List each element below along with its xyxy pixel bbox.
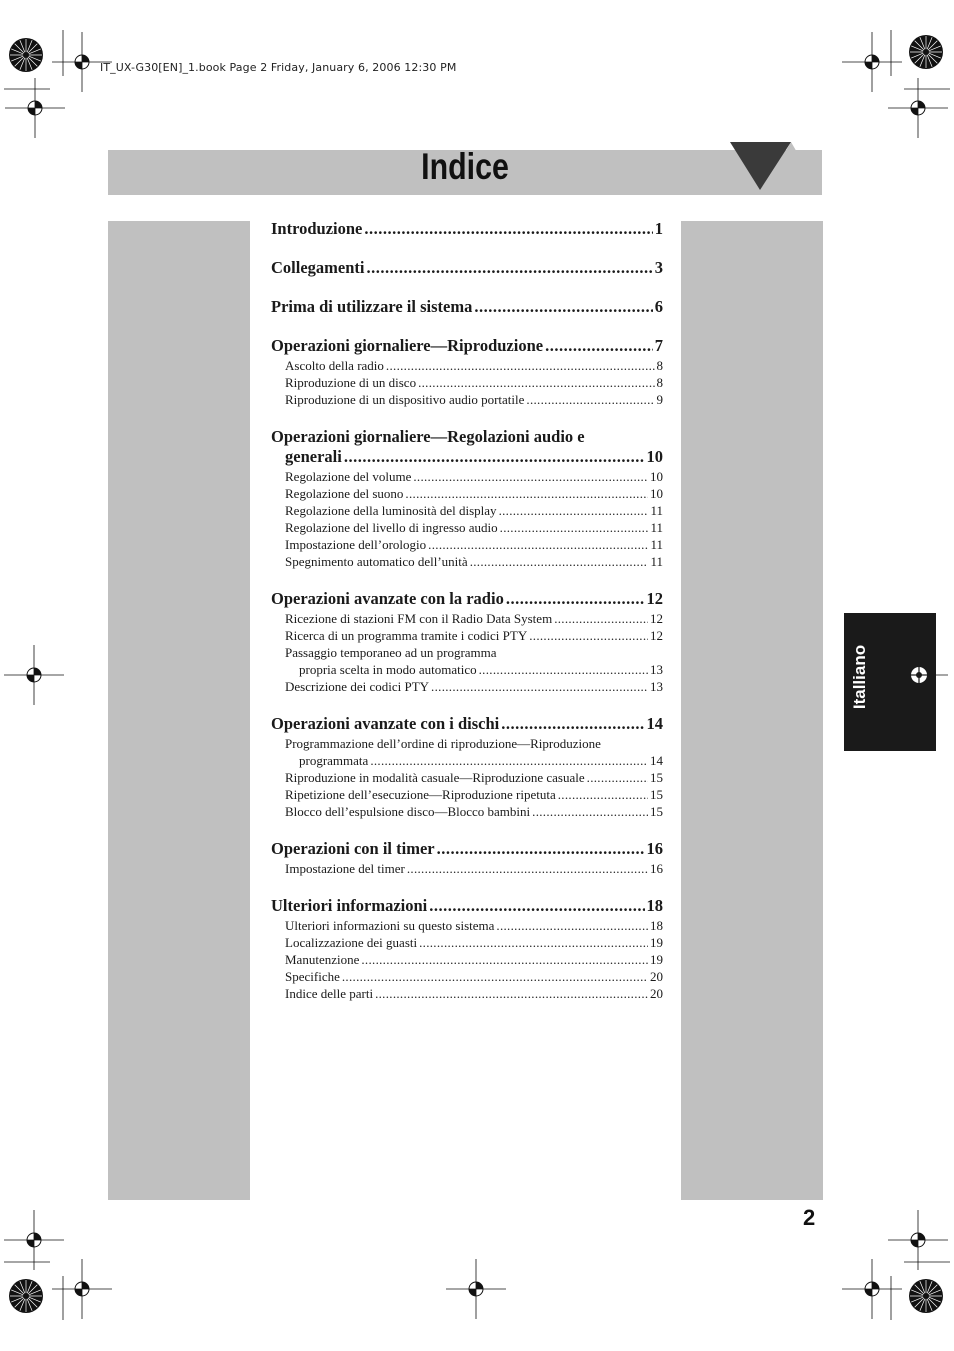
toc-subentry-page: 13 <box>650 679 663 694</box>
toc-subentry-title: Regolazione della luminosità del display <box>285 503 497 518</box>
toc-entry-title-line1[interactable]: Operazioni giornaliere—Regolazioni audio e <box>271 427 585 446</box>
toc-section-prima <box>271 297 663 317</box>
toc-subentry-page: 9 <box>656 392 663 407</box>
toc-subentry-title: Spegnimento automatico dell’unità <box>285 554 468 569</box>
toc-subentry[interactable] <box>271 951 663 968</box>
left-margin-panel <box>108 221 250 1200</box>
toc-subentry[interactable] <box>271 678 663 695</box>
toc-subentry[interactable] <box>271 860 663 877</box>
toc-subentry-title: Ricerca di un programma tramite i codici PTY <box>285 628 528 643</box>
toc-subentry[interactable] <box>271 769 663 786</box>
toc-entry-title-line2: generali <box>285 447 342 466</box>
toc-subentry[interactable] <box>271 661 663 678</box>
toc-subentry-title: Indice delle parti <box>285 986 374 1001</box>
toc-entry[interactable] <box>271 297 663 317</box>
toc-subentry[interactable] <box>271 968 663 985</box>
table-of-contents <box>271 219 663 1021</box>
toc-subentry-page: 18 <box>650 918 663 933</box>
toc-subentry-title-line1[interactable]: Programmazione dell’ordine di riproduzione—Riproduzione <box>285 736 601 751</box>
toc-section-ulteriori <box>271 896 663 1002</box>
toc-subentry-title: Ulteriori informazioni su questo sistema <box>285 918 495 933</box>
toc-entry-title: Prima di utilizzare il sistema <box>271 297 473 316</box>
toc-entry-title: Collegamenti <box>271 258 365 277</box>
toc-entry-title: Introduzione <box>271 219 363 238</box>
toc-subentry[interactable] <box>271 934 663 951</box>
toc-entry-page: 14 <box>646 714 663 733</box>
toc-subentry-title: Riproduzione di un dispositivo audio portatile <box>285 392 525 407</box>
toc-subentry-title: Manutenzione <box>285 952 360 967</box>
toc-subentry[interactable] <box>271 519 663 536</box>
toc-entry-title: Operazioni avanzate con la radio <box>271 589 504 608</box>
toc-section-introduzione <box>271 219 663 239</box>
toc-subentry-title: Impostazione del timer <box>285 861 405 876</box>
toc-subentry-page: 8 <box>656 358 663 373</box>
toc-subentry[interactable] <box>271 985 663 1002</box>
toc-subentry[interactable] <box>271 502 663 519</box>
toc-section-radio <box>271 589 663 695</box>
toc-entry[interactable] <box>271 336 663 356</box>
toc-entry-page: 1 <box>654 219 663 238</box>
toc-subentry[interactable] <box>271 374 663 391</box>
title-triangle-icon <box>730 142 822 196</box>
toc-subentry-title: Riproduzione in modalità casuale—Riproduzione casuale <box>285 770 585 785</box>
toc-entry-page: 7 <box>654 336 663 355</box>
toc-subentry-page: 11 <box>650 520 663 535</box>
toc-subentry-title-line2: propria scelta in modo automatico <box>299 662 477 677</box>
toc-entry-title: Operazioni giornaliere—Riproduzione <box>271 336 544 355</box>
toc-entry[interactable] <box>271 839 663 859</box>
toc-subentry[interactable] <box>271 485 663 502</box>
page-title: Indice <box>421 146 509 187</box>
right-margin-panel <box>681 221 823 1200</box>
toc-section-timer <box>271 839 663 877</box>
toc-subentry[interactable] <box>271 391 663 408</box>
toc-subentry-page: 16 <box>650 861 663 876</box>
toc-subentry[interactable] <box>271 536 663 553</box>
toc-entry[interactable] <box>271 589 663 609</box>
toc-subentry-page: 11 <box>650 503 663 518</box>
toc-subentry-page: 12 <box>650 628 663 643</box>
toc-subentry[interactable] <box>271 553 663 570</box>
toc-subentry-title: Regolazione del livello di ingresso audio <box>285 520 498 535</box>
toc-subentry-page: 20 <box>650 986 663 1001</box>
registration-mark-icon <box>908 664 930 686</box>
toc-subentry-page: 11 <box>650 537 663 552</box>
toc-subentry-page: 8 <box>656 375 663 390</box>
language-tab-label: Italliano <box>850 644 869 710</box>
toc-entry[interactable] <box>271 258 663 278</box>
toc-section-regolazioni <box>271 427 663 570</box>
toc-subentry-page: 15 <box>650 770 663 785</box>
toc-entry[interactable] <box>271 896 663 916</box>
toc-subentry-title: Localizzazione dei guasti <box>285 935 418 950</box>
toc-section-riproduzione <box>271 336 663 408</box>
toc-subentry-title: Ascolto della radio <box>285 358 384 373</box>
toc-entry-title: Ulteriori informazioni <box>271 896 428 915</box>
toc-subentry-page: 15 <box>650 804 663 819</box>
toc-subentry[interactable] <box>271 468 663 485</box>
toc-subentry[interactable] <box>271 357 663 374</box>
toc-subentry[interactable] <box>271 627 663 644</box>
toc-subentry-title: Regolazione del volume <box>285 469 412 484</box>
toc-section-dischi <box>271 714 663 820</box>
toc-subentry-page: 15 <box>650 787 663 802</box>
toc-subentry-page: 13 <box>650 662 663 677</box>
toc-subentry-title: Regolazione del suono <box>285 486 404 501</box>
toc-entry-title: Operazioni con il timer <box>271 839 435 858</box>
toc-subentry-page: 10 <box>650 486 663 501</box>
toc-subentry-title: Descrizione dei codici PTY <box>285 679 430 694</box>
toc-subentry-title: Ripetizione dell’esecuzione—Riproduzione ripetuta <box>285 787 556 802</box>
toc-subentry[interactable] <box>271 786 663 803</box>
toc-subentry-page: 20 <box>650 969 663 984</box>
toc-entry-page: 3 <box>654 258 663 277</box>
toc-subentry-title: Specifiche <box>285 969 340 984</box>
toc-subentry[interactable] <box>271 803 663 820</box>
toc-entry-page: 10 <box>646 447 663 466</box>
toc-entry-title: Operazioni avanzate con i dischi <box>271 714 500 733</box>
toc-subentry-page: 19 <box>650 952 663 967</box>
toc-subentry[interactable] <box>271 752 663 769</box>
toc-subentry-title-line2: programmata <box>299 753 369 768</box>
file-info: IT_UX-G30[EN]_1.book Page 2 Friday, January 6, 2006 12:30 PM <box>100 61 457 74</box>
toc-subentry-page: 10 <box>650 469 663 484</box>
toc-subentry-title: Impostazione dell’orologio <box>285 537 427 552</box>
toc-entry[interactable] <box>271 219 663 239</box>
toc-subentry[interactable] <box>271 917 663 934</box>
toc-entry-page: 12 <box>646 589 663 608</box>
toc-subentry-title: Riproduzione di un disco <box>285 375 417 390</box>
toc-subentry[interactable] <box>271 610 663 627</box>
toc-entry[interactable] <box>271 447 663 467</box>
toc-subentry-page: 12 <box>650 611 663 626</box>
toc-subentry-page: 11 <box>650 554 663 569</box>
toc-entry-page: 18 <box>646 896 663 915</box>
toc-entry[interactable] <box>271 714 663 734</box>
toc-section-collegamenti <box>271 258 663 278</box>
toc-subentry-title: Blocco dell’espulsione disco—Blocco bambini <box>285 804 531 819</box>
toc-subentry-page: 19 <box>650 935 663 950</box>
toc-subentry-title-line1[interactable]: Passaggio temporaneo ad un programma <box>285 645 497 660</box>
toc-entry-page: 16 <box>646 839 663 858</box>
toc-subentry-page: 14 <box>650 753 663 768</box>
page-number: 2 <box>803 1205 816 1230</box>
toc-entry-page: 6 <box>654 297 663 316</box>
toc-subentry-title: Ricezione di stazioni FM con il Radio Data System <box>285 611 553 626</box>
